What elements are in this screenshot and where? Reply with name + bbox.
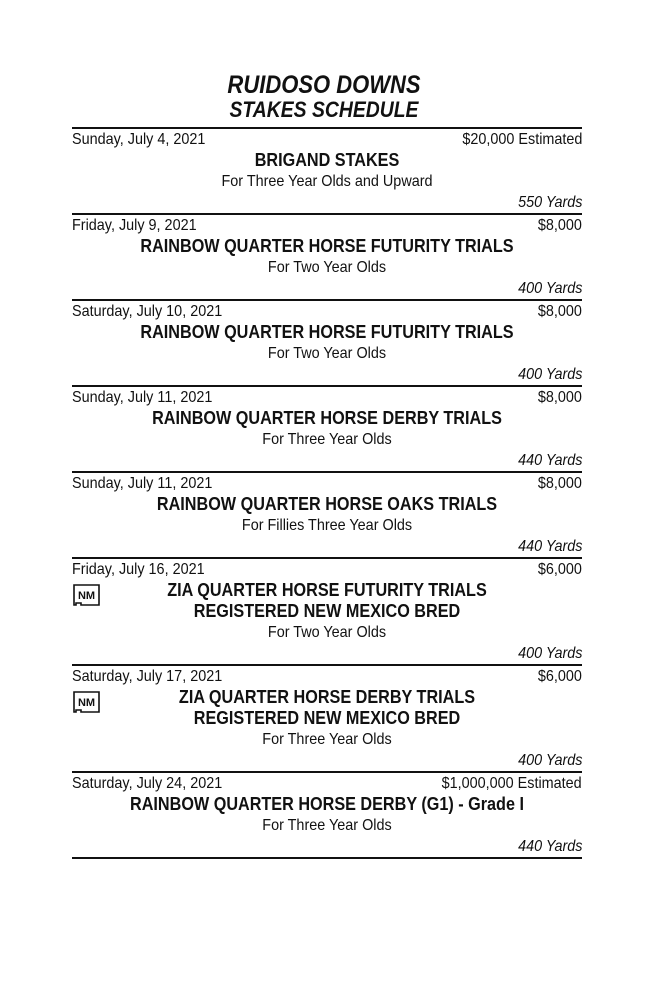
race-purse: $8,000 xyxy=(537,217,582,234)
race-distance: 400 Yards xyxy=(517,280,582,297)
race-meta-row xyxy=(72,301,582,322)
race-distance: 440 Yards xyxy=(517,838,582,855)
race-date: Friday, July 9, 2021 xyxy=(72,217,197,234)
race-condition: For Three Year Olds xyxy=(262,817,392,834)
race-condition: For Three Year Olds xyxy=(262,431,392,448)
nm-badge-label: NM xyxy=(77,590,96,602)
race-name: ZIA QUARTER HORSE FUTURITY TRIALS xyxy=(167,580,487,600)
race-date: Saturday, July 17, 2021 xyxy=(72,668,223,685)
race-meta-row xyxy=(72,473,582,494)
race-condition: For Two Year Olds xyxy=(267,259,387,276)
race-meta-row xyxy=(72,666,582,687)
race-entry xyxy=(72,771,582,859)
race-distance: 400 Yards xyxy=(517,752,582,769)
race-purse: $8,000 xyxy=(537,475,582,492)
race-distance: 400 Yards xyxy=(517,366,582,383)
nm-badge-label: NM xyxy=(77,697,96,709)
race-distance: 400 Yards xyxy=(517,645,582,662)
race-distance: 440 Yards xyxy=(517,452,582,469)
race-name: REGISTERED NEW MEXICO BRED xyxy=(193,708,461,728)
race-names xyxy=(72,322,582,343)
race-entry xyxy=(72,299,582,385)
race-name: REGISTERED NEW MEXICO BRED xyxy=(193,601,461,621)
race-purse: $8,000 xyxy=(537,389,582,406)
race-name: ZIA QUARTER HORSE DERBY TRIALS xyxy=(178,687,476,707)
race-name: BRIGAND STAKES xyxy=(254,150,400,170)
race-names xyxy=(72,687,582,729)
race-condition: For Three Year Olds xyxy=(262,731,392,748)
race-names xyxy=(72,150,582,171)
race-date: Sunday, July 4, 2021 xyxy=(72,131,206,148)
race-purse: $20,000 Estimated xyxy=(461,131,582,148)
race-names xyxy=(72,580,582,622)
race-entry xyxy=(72,127,582,213)
new-mexico-state-icon xyxy=(72,690,104,714)
race-distance: 550 Yards xyxy=(517,194,582,211)
race-list xyxy=(72,127,582,859)
race-names xyxy=(72,408,582,429)
race-date: Saturday, July 10, 2021 xyxy=(72,303,223,320)
race-name: RAINBOW QUARTER HORSE FUTURITY TRIALS xyxy=(140,236,514,256)
new-mexico-state-icon xyxy=(72,583,104,607)
race-purse: $6,000 xyxy=(537,561,582,578)
race-entry xyxy=(72,385,582,471)
race-condition: For Three Year Olds and Upward xyxy=(221,173,433,190)
race-meta-row xyxy=(72,559,582,580)
race-meta-row xyxy=(72,129,582,150)
race-condition: For Fillies Three Year Olds xyxy=(241,517,413,534)
race-entry xyxy=(72,213,582,299)
race-entry xyxy=(72,664,582,771)
race-purse: $1,000,000 Estimated xyxy=(441,775,582,792)
schedule-header xyxy=(0,72,648,122)
race-meta-row xyxy=(72,387,582,408)
race-purse: $8,000 xyxy=(537,303,582,320)
race-name: RAINBOW QUARTER HORSE FUTURITY TRIALS xyxy=(140,322,514,342)
race-names xyxy=(72,794,582,815)
race-date: Sunday, July 11, 2021 xyxy=(72,389,213,406)
race-names xyxy=(72,236,582,257)
race-meta-row xyxy=(72,215,582,236)
race-name: RAINBOW QUARTER HORSE DERBY (G1) - Grade I xyxy=(130,794,524,814)
race-name: RAINBOW QUARTER HORSE DERBY TRIALS xyxy=(152,408,502,428)
track-title: RUIDOSO DOWNS xyxy=(227,71,421,99)
race-purse: $6,000 xyxy=(537,668,582,685)
race-condition: For Two Year Olds xyxy=(267,624,387,641)
race-date: Saturday, July 24, 2021 xyxy=(72,775,223,792)
race-entry xyxy=(72,557,582,664)
race-distance: 440 Yards xyxy=(517,538,582,555)
race-name: RAINBOW QUARTER HORSE OAKS TRIALS xyxy=(156,494,498,514)
race-condition: For Two Year Olds xyxy=(267,345,387,362)
schedule-subtitle: STAKES SCHEDULE xyxy=(229,97,419,122)
race-date: Friday, July 16, 2021 xyxy=(72,561,205,578)
race-names xyxy=(72,494,582,515)
race-date: Sunday, July 11, 2021 xyxy=(72,475,213,492)
race-entry xyxy=(72,471,582,557)
race-meta-row xyxy=(72,773,582,794)
